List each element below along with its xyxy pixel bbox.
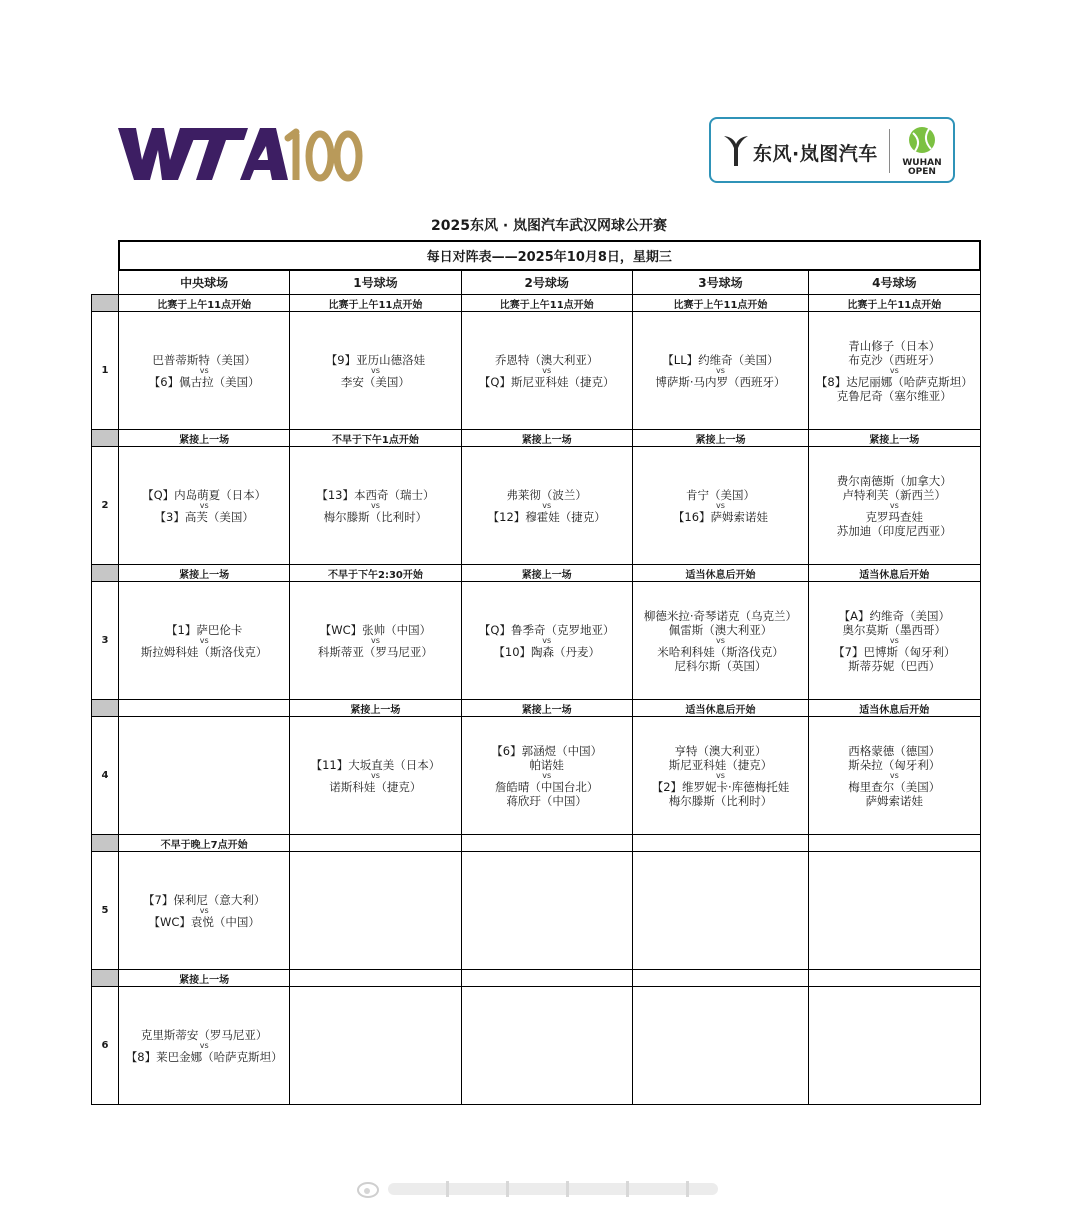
vs-label: vs	[199, 365, 209, 375]
player-name: 梅里查尔（美国）	[848, 779, 941, 794]
tennis-ball-icon	[905, 125, 939, 155]
match-row	[92, 447, 981, 565]
match-cell	[119, 987, 290, 1105]
vs-label: vs	[370, 770, 380, 780]
start-time-note: 适当休息后开始	[809, 565, 980, 582]
player-name: 【WC】袁悦（中国）	[148, 914, 260, 929]
match-cell	[809, 582, 980, 700]
player-name: 克罗玛查娃	[865, 509, 924, 524]
vs-label: vs	[199, 500, 209, 510]
start-time-note	[809, 835, 980, 852]
wta-1000-logo	[116, 120, 378, 186]
player-name: 巴普蒂斯特（美国）	[152, 352, 256, 367]
start-time-note: 比赛于上午11点开始	[632, 295, 808, 312]
start-time-note: 紧接上一场	[119, 970, 290, 987]
player-name: 帕诺娃	[529, 757, 564, 772]
match-cell	[809, 447, 980, 565]
row-marker-cell	[92, 835, 119, 852]
watermark	[356, 1175, 726, 1201]
vs-label: vs	[542, 365, 552, 375]
start-time-note	[119, 700, 290, 717]
court-header-4: 4号球场	[809, 270, 980, 295]
match-row	[92, 987, 981, 1105]
start-time-note: 紧接上一场	[461, 700, 632, 717]
player-name: 【16】萨姆索诺娃	[672, 509, 769, 524]
tournament-title: 2025东风 · 岚图汽车武汉网球公开赛	[430, 218, 668, 234]
match-cell	[809, 312, 980, 430]
start-time-note: 适当休息后开始	[632, 700, 808, 717]
wuhan-open-label: WUHAN OPEN	[902, 158, 942, 177]
start-time-note: 紧接上一场	[461, 565, 632, 582]
match-cell	[290, 312, 461, 430]
match-cell	[809, 987, 980, 1105]
vs-label: vs	[889, 365, 899, 375]
weibo-icon	[356, 1177, 380, 1199]
start-time-note	[461, 835, 632, 852]
match-order-number: 1	[92, 312, 119, 430]
match-cell	[119, 312, 290, 430]
match-cell	[632, 852, 808, 970]
match-cell	[632, 582, 808, 700]
player-name: 米哈利科娃（斯洛伐克）	[657, 644, 784, 659]
start-time-note: 比赛于上午11点开始	[290, 295, 461, 312]
match-row	[92, 312, 981, 430]
start-time-row	[92, 700, 981, 717]
player-name: 萨姆索诺娃	[865, 793, 924, 808]
player-name: 梅尔滕斯（比利时）	[323, 509, 428, 524]
vs-label: vs	[716, 770, 725, 780]
match-cell	[809, 717, 980, 835]
row-marker-cell	[92, 430, 119, 447]
start-time-note: 紧接上一场	[809, 430, 980, 447]
start-time-note	[809, 970, 980, 987]
player-name: 【Q】斯尼亚科娃（捷克）	[478, 374, 615, 389]
match-cell	[461, 987, 632, 1105]
match-cell	[461, 582, 632, 700]
match-cell	[290, 987, 461, 1105]
match-cell	[809, 852, 980, 970]
match-cell	[119, 447, 290, 565]
match-row	[92, 852, 981, 970]
date-line: 每日对阵表——2025年10月8日，星期三	[119, 241, 980, 270]
start-time-note: 不早于晚上7点开始	[119, 835, 290, 852]
row-marker-cell	[92, 565, 119, 582]
vs-label: vs	[889, 770, 899, 780]
row-marker-cell	[92, 700, 119, 717]
match-row	[92, 582, 981, 700]
player-name: 【LL】约维奇（美国）	[662, 352, 779, 367]
start-time-row	[92, 295, 981, 312]
player-name: 【Q】内岛萌夏（日本）	[142, 487, 267, 502]
player-name: 布克沙（西班牙）	[848, 352, 941, 367]
start-time-row	[92, 430, 981, 447]
start-time-note: 紧接上一场	[461, 430, 632, 447]
start-time-note: 紧接上一场	[119, 565, 290, 582]
vs-label: vs	[889, 500, 899, 510]
start-time-note: 紧接上一场	[632, 430, 808, 447]
player-name: 诺斯科娃（捷克）	[329, 779, 422, 794]
player-name: 斯拉姆科娃（斯洛伐克）	[140, 644, 268, 659]
player-name: 尼科尔斯（英国）	[674, 658, 767, 673]
player-name: 李安（美国）	[340, 374, 410, 389]
start-time-note	[632, 970, 808, 987]
start-time-note: 不早于下午1点开始	[290, 430, 461, 447]
player-name: 【7】保利尼（意大利）	[143, 892, 266, 907]
player-name: 【13】本西奇（瑞士）	[316, 487, 435, 502]
start-time-row	[92, 565, 981, 582]
match-cell	[290, 447, 461, 565]
player-name: 【8】莱巴金娜（哈萨克斯坦）	[125, 1049, 283, 1064]
row-marker-cell	[92, 295, 119, 312]
player-name: 【9】亚历山德洛娃	[325, 352, 426, 367]
player-name: 奥尔莫斯（墨西哥）	[842, 622, 947, 637]
start-time-row	[92, 835, 981, 852]
sponsor-divider	[889, 129, 890, 173]
start-time-note: 紧接上一场	[119, 430, 290, 447]
player-name: 【WC】张帅（中国）	[319, 622, 432, 637]
player-name: 乔恩特（澳大利亚）	[494, 352, 599, 367]
match-order-number: 4	[92, 717, 119, 835]
player-name: 亨特（澳大利亚）	[674, 743, 767, 758]
start-time-note: 适当休息后开始	[809, 700, 980, 717]
court-header-2: 2号球场	[461, 270, 632, 295]
match-order-number: 3	[92, 582, 119, 700]
player-name: 【3】高芙（美国）	[154, 509, 254, 524]
player-name: 肯宁（美国）	[685, 487, 755, 502]
player-name: 斯蒂芬妮（巴西）	[848, 658, 941, 673]
player-name: 蒋欣玗（中国）	[506, 793, 587, 808]
start-time-note: 适当休息后开始	[632, 565, 808, 582]
start-time-note: 不早于下午2:30开始	[290, 565, 461, 582]
voyah-mark-icon	[723, 134, 749, 168]
player-name: 【10】陶森（丹麦）	[493, 644, 601, 659]
start-time-row	[92, 970, 981, 987]
player-name: 【A】约维奇（美国）	[838, 608, 950, 623]
vs-label: vs	[716, 635, 725, 645]
vs-label: vs	[542, 635, 552, 645]
court-header-3: 3号球场	[632, 270, 808, 295]
match-cell	[461, 447, 632, 565]
vs-label: vs	[716, 500, 725, 510]
vs-label: vs	[199, 635, 209, 645]
match-order-number: 2	[92, 447, 119, 565]
player-name: 【1】萨巴伦卡	[166, 622, 243, 637]
vs-label: vs	[716, 365, 725, 375]
court-header-center: 中央球场	[119, 270, 290, 295]
start-time-note: 紧接上一场	[290, 700, 461, 717]
match-cell	[119, 852, 290, 970]
sponsor-name: 东风·岚图汽车	[753, 143, 878, 165]
match-cell	[632, 987, 808, 1105]
match-cell	[290, 717, 461, 835]
player-name: 【8】达尼丽娜（哈萨克斯坦）	[815, 374, 973, 389]
vs-label: vs	[889, 635, 899, 645]
start-time-note	[461, 970, 632, 987]
start-time-note: 比赛于上午11点开始	[119, 295, 290, 312]
player-name: 博萨斯·马内罗（西班牙）	[655, 374, 786, 389]
player-name: 佩雷斯（澳大利亚）	[668, 622, 773, 637]
match-cell	[632, 447, 808, 565]
player-name: 【Q】鲁季奇（克罗地亚）	[478, 622, 615, 637]
start-time-note: 比赛于上午11点开始	[809, 295, 980, 312]
player-name: 克里斯蒂安（罗马尼亚）	[140, 1027, 268, 1042]
vs-label: vs	[370, 365, 380, 375]
player-name: 梅尔滕斯（比利时）	[668, 793, 773, 808]
player-name: 科斯蒂亚（罗马尼亚）	[317, 644, 433, 659]
player-name: 西格蒙德（德国）	[848, 743, 941, 758]
player-name: 克鲁尼奇（塞尔维亚）	[836, 388, 952, 403]
vs-label: vs	[542, 500, 552, 510]
match-cell	[461, 312, 632, 430]
match-cell	[461, 852, 632, 970]
match-order-number: 6	[92, 987, 119, 1105]
match-cell	[290, 582, 461, 700]
player-name: 斯朵拉（匈牙利）	[848, 757, 941, 772]
vs-label: vs	[199, 905, 209, 915]
start-time-note	[290, 835, 461, 852]
start-time-note	[290, 970, 461, 987]
court-header-1: 1号球场	[290, 270, 461, 295]
player-name: 卢特利芙（新西兰）	[842, 487, 947, 502]
sponsor-logo	[709, 117, 955, 183]
vs-label: vs	[370, 635, 380, 645]
match-order-number: 5	[92, 852, 119, 970]
player-name: 【6】佩古拉（美国）	[148, 374, 260, 389]
match-cell	[632, 312, 808, 430]
player-name: 斯尼亚科娃（捷克）	[668, 757, 773, 772]
start-time-note: 比赛于上午11点开始	[461, 295, 632, 312]
match-cell	[632, 717, 808, 835]
player-name: 詹皓晴（中国台北）	[494, 779, 599, 794]
player-name: 青山修子（日本）	[848, 338, 941, 353]
order-of-play-table	[91, 240, 981, 1105]
match-cell	[119, 582, 290, 700]
match-cell	[290, 852, 461, 970]
vs-label: vs	[542, 770, 552, 780]
player-name: 【12】穆霍娃（捷克）	[487, 509, 606, 524]
player-name: 【11】大坂直美（日本）	[310, 757, 441, 772]
vs-label: vs	[199, 1040, 209, 1050]
row-marker-cell	[92, 970, 119, 987]
player-name: 苏加迪（印度尼西亚）	[836, 523, 952, 538]
match-cell	[461, 717, 632, 835]
player-name: 弗莱彻（波兰）	[506, 487, 587, 502]
match-row	[92, 717, 981, 835]
player-name: 【7】巴博斯（匈牙利）	[833, 644, 956, 659]
player-name: 柳德米拉·奇琴诺克（乌克兰）	[643, 608, 798, 623]
player-name: 费尔南德斯（加拿大）	[836, 473, 952, 488]
start-time-note	[632, 835, 808, 852]
match-cell	[119, 717, 290, 835]
player-name: 【6】郭涵煜（中国）	[491, 743, 603, 758]
vs-label: vs	[370, 500, 380, 510]
player-name: 【2】维罗妮卡·库德梅托娃	[651, 779, 790, 794]
